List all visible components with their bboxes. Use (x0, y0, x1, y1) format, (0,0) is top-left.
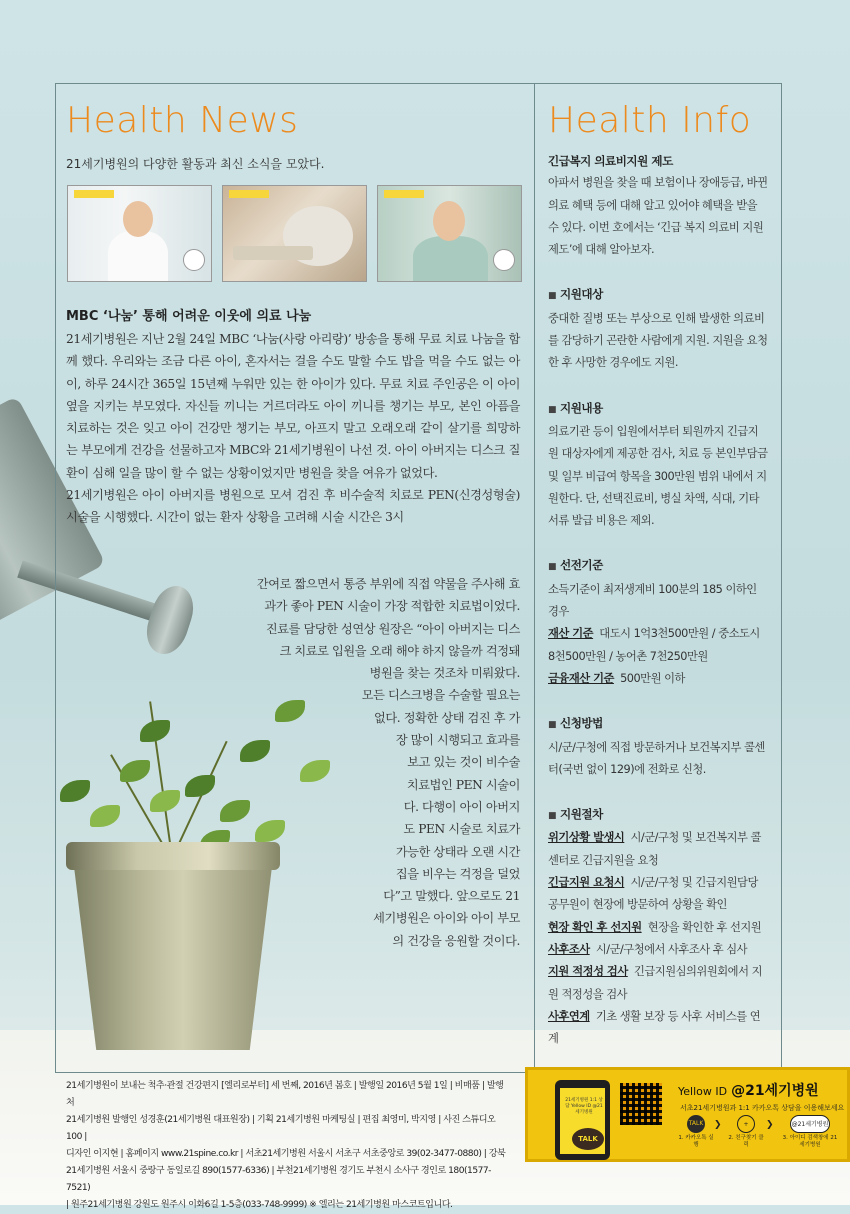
footer-line: 21세기병원 발행인 성경훈(21세기병원 대표원장) | 기획 21세기병원 마케팅실 | 편집 최영미, 박지영 | 사진 스튜디오100 | (66, 1115, 496, 1142)
article-line: 도 PEN 시술로 치료가 (403, 822, 520, 837)
news-photo-doctor (67, 185, 212, 282)
chevron-right-icon: ❯ (766, 1120, 774, 1130)
doctor-face (123, 201, 153, 237)
step-text: 시/군/구청에서 사후조사 후 심사 (595, 942, 748, 956)
qr-code-icon (620, 1083, 662, 1125)
search-pill: @21세기병원 (790, 1115, 830, 1133)
broadcast-logo (493, 249, 515, 271)
kakao-step-2 (726, 1115, 766, 1149)
info-section (548, 712, 768, 781)
asset-label: 재산 기준 (548, 627, 594, 641)
info-section (548, 554, 768, 690)
kakao-talk-icon: TALK (572, 1128, 604, 1150)
kakao-steps (676, 1115, 841, 1155)
info-section-body: 중대한 질병 또는 부상으로 인해 발생한 의료비를 감당하기 곤란한 사람에게 지원. 지원을 요청한 후 사망한 경우에도 지원. (548, 311, 768, 370)
article-line: 다. 다행이 아이 아버지 (403, 799, 520, 814)
phone-screen-text: 21세기병원 1:1 상담 Yellow ID @21세기병원 (565, 1098, 603, 1115)
info-section-body: 시/군/구청에 직접 방문하거나 보건복지부 콜센터(국번 없이 129)에 전화로 신청. (548, 740, 765, 776)
article-line: 세기병원은 아이와 아이 부모 (373, 911, 520, 926)
asset-criteria (548, 623, 768, 668)
article-line: 간여로 짧으면서 통증 부위에 직접 약물을 주사해 효 (256, 577, 520, 591)
article-line: 보고 있는 것이 비수술 (407, 755, 520, 770)
info-section-title: ■ 선전기준 (548, 554, 768, 578)
phone-screen (560, 1088, 605, 1154)
asset-text: 대도시 1억3천500만원 / 중소도시 8천500만원 / 농어촌 7천250만원 (548, 627, 760, 663)
yellow-id-heading (678, 1080, 819, 1100)
article-line: 의 건강을 응원할 것이다. (392, 933, 520, 948)
step-label: 현장 확인 후 선지원 (548, 920, 642, 934)
article-paragraph: 21세기병원은 아이 아버지를 병원으로 모셔 검진 후 비수술적 치료로 PEN(신경성형술) 시술을 시행했다. 시간이 없는 환자 상황을 고려해 시술 시간은 3시 (66, 488, 520, 525)
publication-footer (66, 1078, 508, 1214)
footer-line: 21세기병원 서울시 중랑구 동일로길 890(1577-6336) | 부천21세기병원 경기도 부천시 소사구 경인로 180(1577-7521) (66, 1166, 491, 1193)
article-line: 크 치료로 입원을 오래 해야 하지 않을까 걱정돼 (279, 643, 520, 658)
step-text: 시/군/구청 및 보건복지부 콜센터로 긴급지원을 요청 (548, 831, 761, 867)
article-line: 치료법인 PEN 시술이 (406, 777, 520, 792)
article-line: 병원을 찾는 것조차 미뤄왔다. (369, 666, 520, 681)
step-text: 기초 생활 보장 등 사후 서비스를 연계 (548, 1009, 761, 1046)
broadcast-tag (229, 190, 269, 198)
step-label: 사후연계 (548, 1009, 590, 1023)
article-line: 진료를 담당한 성연상 원장은 “아이 아버지는 디스 (265, 621, 520, 636)
step-caption: 1. 카카오톡 실행 (678, 1135, 714, 1148)
health-info-column (548, 150, 768, 1050)
info-heading: 긴급복지 의료비지원 제도 (548, 154, 673, 168)
procedure-step (548, 1006, 768, 1051)
column-divider (534, 83, 535, 1073)
article-line: 집을 비우는 걱정을 덜었 (395, 866, 520, 881)
add-friend-icon: + (737, 1115, 755, 1133)
info-section (548, 397, 768, 533)
article-line: 장 많이 시행되고 효과를 (395, 733, 520, 748)
info-section-title: ■ 지원내용 (548, 397, 768, 421)
news-subtitle: 21세기병원의 다양한 활동과 최신 소식을 모았다. (66, 157, 325, 171)
talk-icon: TALK (687, 1115, 705, 1133)
news-photo-patient (377, 185, 522, 282)
step-label: 긴급지원 요청시 (548, 876, 625, 890)
step-caption: 2. 친구찾기 클릭 (728, 1135, 764, 1148)
health-news-title: Health News (66, 100, 299, 141)
yellow-id-value: @21세기병원 (731, 1083, 819, 1099)
financial-text: 500만원 이하 (620, 671, 685, 685)
article-line: 과가 좋아 PEN 시술이 가장 적합한 치료법이었다. (264, 599, 520, 614)
treatment-bed (233, 246, 313, 260)
patient-face (433, 201, 465, 241)
info-intro: 아파서 병원을 찾을 때 보험이나 장애등급, 바뀐 의료 혜택 등에 대해 알고 있어야 혜택을 받을 수 있다. 이번 호에서는 ‘긴급 복지 의료비 지원 제도’에 대해 알아보자. (548, 176, 768, 257)
info-section-body: 의료기관 등이 입원에서부터 퇴원까지 긴급지원 대상자에게 제공한 검사, 치료 등 본인부담금 및 일부 비급여 항목을 300만원 범위 내에서 지원한다. 단, 선택진료비, 병실 차액, 식대, 기타 서류 발급 비용은 제외. (548, 424, 768, 528)
step-text: 시/군/구청 및 긴급지원담당공무원이 현장에 방문하여 상황을 확인 (548, 876, 758, 912)
yellow-id-description: 서초21세기병원과 1:1 카카오톡 상담을 이용해보세요 (680, 1104, 845, 1112)
info-section (548, 803, 768, 1050)
procedure-step (548, 939, 768, 961)
info-section-title: ■ 지원대상 (548, 283, 768, 307)
broadcast-tag (384, 190, 424, 198)
step-text: 긴급지원심의위원회에서 지원 적정성을 검사 (548, 965, 762, 1001)
news-photo-treatment (222, 185, 367, 282)
procedure-step (548, 827, 768, 872)
info-section-title: ■ 신청방법 (548, 712, 768, 736)
article-line: 없다. 정확한 상태 검진 후 가 (374, 710, 520, 725)
financial-criteria (548, 668, 768, 690)
article-tail (190, 573, 520, 952)
step-label: 위기상황 발생시 (548, 831, 625, 845)
footer-line: | 원주21세기병원 강원도 원주시 이화6길 1-5층(033-748-9999) ※ 엘리는 21세기병원 마스코트입니다. (66, 1200, 453, 1210)
kakao-step-1 (676, 1115, 716, 1149)
footer-line: 디자인 이지현 | 홈페이지 www.21spine.co.kr | 서초21세기병원 서울시 서초구 서초중앙로 39(02-3477-0880) | 강북 (66, 1149, 506, 1159)
info-section-title: ■ 지원절차 (548, 803, 768, 827)
article-paragraph: 21세기병원은 지난 2월 24일 MBC ‘나눔(사랑 아리랑)’ 방송을 통해 무료 치료 나눔을 함께 했다. 우리와는 조금 다른 아이, 혼자서는 걸을 수도 말할 수도 밥을 먹을 수도 없는 아이, 하루 24시간 365일 15년째 누워만 있는 한 아이가 있다. 무료 치료 주인공은 이 아이 옆을 지키는 부모였다. 자신들 끼니는 거르더라도 아이 끼니를 챙기는 부모, 본인 아픔을 치료하는 것은 잊고 아이 건강만 챙기는 부모, 아프지 말고 오래오래 같이 살기를 희망하는 부모에게 건강을 선물하고자 MBC와 21세기병원이 나선 것. 아이 아버지는 디스크 질환이 심해 일을 많이 할 수 없는 상황이었지만 병원을 찾을 여유가 없었다. (66, 332, 520, 480)
procedure-step (548, 872, 768, 917)
step-label: 사후조사 (548, 942, 590, 956)
article-line: 다”고 말했다. 앞으로도 21 (383, 889, 520, 904)
patient-gown (413, 236, 488, 282)
broadcast-logo (183, 249, 205, 271)
article-line: 모든 디스크병을 수술할 필요는 (361, 688, 520, 703)
step-text: 현장을 확인한 후 선지원 (647, 920, 762, 934)
info-section-body: 소득기준이 최저생계비 100분의 185 이하인 경우 (548, 582, 757, 619)
doctor-coat (108, 231, 168, 282)
article-line: 가능한 상태라 오랜 시간 (395, 844, 520, 859)
info-section (548, 283, 768, 374)
step-caption: 3. 아이디 검색창에 21세기병원 (782, 1135, 838, 1148)
financial-label: 금융재산 기준 (548, 671, 614, 685)
step-label: 지원 적정성 검사 (548, 965, 628, 979)
article-title: MBC ‘나눔’ 통해 어려운 이웃에 의료 나눔 (66, 309, 312, 324)
phone-illustration (555, 1080, 610, 1160)
health-info-title: Health Info (548, 100, 752, 141)
kakao-step-3 (781, 1115, 839, 1149)
yellow-id-label: Yellow ID (678, 1085, 728, 1098)
footer-line: 21세기병원이 보내는 척추·관절 건강편지 [엘리로부터] 세 번째, 2016년 봄호 | 발행일 2016년 5월 1일 | 비매품 | 발행처 (66, 1081, 504, 1108)
article-body (66, 328, 520, 529)
broadcast-tag (74, 190, 114, 198)
chevron-right-icon: ❯ (714, 1120, 722, 1130)
procedure-step (548, 917, 768, 939)
procedure-step (548, 961, 768, 1006)
